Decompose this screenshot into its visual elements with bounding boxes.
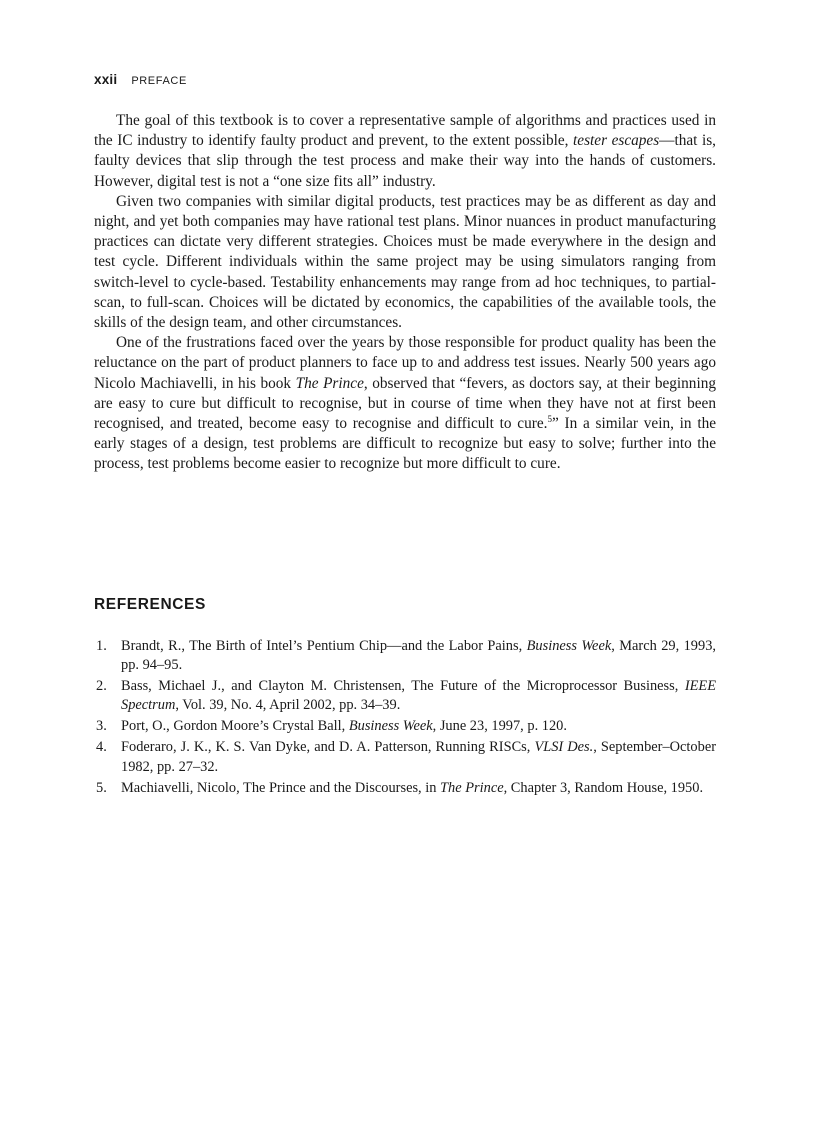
reference-text-a: Bass, Michael J., and Clayton M. Christensen, The Future of the Microprocessor Business, <box>121 678 685 695</box>
paragraph-3 <box>94 333 716 474</box>
reference-text-a: Port, O., Gordon Moore’s Crystal Ball, <box>121 718 349 735</box>
page-number: xxii <box>94 72 118 87</box>
reference-text-b: , March 29, 1993, pp. 94–95. <box>121 638 716 674</box>
reference-text-b: , Chapter 3, Random House, 1950. <box>503 779 704 796</box>
paragraph-3-text-a: One of the frustrations faced over the years by those responsible for product quality has been the reluctance on the part of product planners to face up to and address test issues. Nearly 500 years ago Nicolo Machiavelli, in his book <box>94 334 716 392</box>
reference-source: Business Week <box>348 718 433 735</box>
reference-number: 2. <box>96 678 107 695</box>
reference-item <box>94 738 716 776</box>
paragraph-1 <box>94 111 716 192</box>
references-heading: REFERENCES <box>94 596 206 613</box>
reference-source: IEEE Spectrum <box>121 678 716 714</box>
reference-text <box>121 638 716 673</box>
reference-text-a: Foderaro, J. K., K. S. Van Dyke, and D. A. Patterson, Running RISCs, <box>121 739 535 756</box>
reference-list <box>94 637 716 800</box>
reference-number: 3. <box>96 718 107 735</box>
reference-source: The Prince <box>440 779 504 796</box>
reference-item <box>94 717 716 736</box>
reference-text <box>121 718 567 734</box>
paragraph-1-text-a: The goal of this textbook is to cover a representative sample of algorithms and practices used in the IC industry to identify faulty product and prevent, to the extent possible, <box>94 112 716 150</box>
paragraph-1-emphasis: tester escapes <box>573 132 660 150</box>
reference-text-b: , September–October 1982, pp. 27–32. <box>121 739 717 775</box>
reference-text <box>121 678 716 713</box>
reference-text-a: Machiavelli, Nicolo, The Prince and the Discourses, in <box>121 779 441 796</box>
running-head <box>94 72 187 90</box>
reference-number: 1. <box>96 638 107 654</box>
reference-text-a: Brandt, R., The Birth of Intel’s Pentium Chip—and the Labor Pains, <box>121 638 527 654</box>
paragraph-2-text: Given two companies with similar digital products, test practices may be as different as day and night, and yet both companies may have rational test plans. Minor nuances in product manufacturing practices can dictate very different strategies. Choices must be made everywhere in the design and test cycle. Different individuals within the same project may be using simulators ranging from switch-level to cycle-based. Testability enhancements may range from ad hoc techniques, to partial-scan, to full-scan. Choices will be dictated by economics, the capabilities of the available tools, the skills of the design team, and other circumstances. <box>94 192 716 332</box>
paragraph-3-emphasis: The Prince <box>295 374 364 392</box>
paragraph-3-text-b: , observed that “fevers, as doctors say, at their beginning are easy to cure but difficult to recognise, but in course of time when they have not at first been recognised, and treated, become easy to recognise and difficult to cure. <box>94 374 717 433</box>
reference-text-b: , June 23, 1997, p. 120. <box>432 718 567 735</box>
reference-text <box>121 780 703 796</box>
reference-number: 4. <box>96 739 107 756</box>
paragraph-3-text-c: ” In a similar vein, in the early stages of a design, test problems are difficult to recognize but easy to solve; further into the process, test problems become easier to recognize but more difficult to cure. <box>94 415 717 473</box>
reference-source: VLSI Des. <box>534 739 594 756</box>
footnote-marker: 5 <box>547 414 552 425</box>
reference-number: 5. <box>96 779 107 796</box>
reference-source: Business Week <box>526 638 612 654</box>
paragraph-1-text-b: —that is, faulty devices that slip through the test process and make their way into the hands of customers. However, digital test is not a “one size fits all” industry. <box>94 132 716 190</box>
reference-item <box>94 677 716 715</box>
preface-body <box>94 111 716 475</box>
paragraph-2 <box>94 192 716 333</box>
reference-text-b: , Vol. 39, No. 4, April 2002, pp. 34–39. <box>175 697 401 714</box>
running-head-section: PREFACE <box>131 75 187 87</box>
reference-item <box>94 779 716 798</box>
reference-item <box>94 637 716 675</box>
reference-text <box>121 739 716 774</box>
